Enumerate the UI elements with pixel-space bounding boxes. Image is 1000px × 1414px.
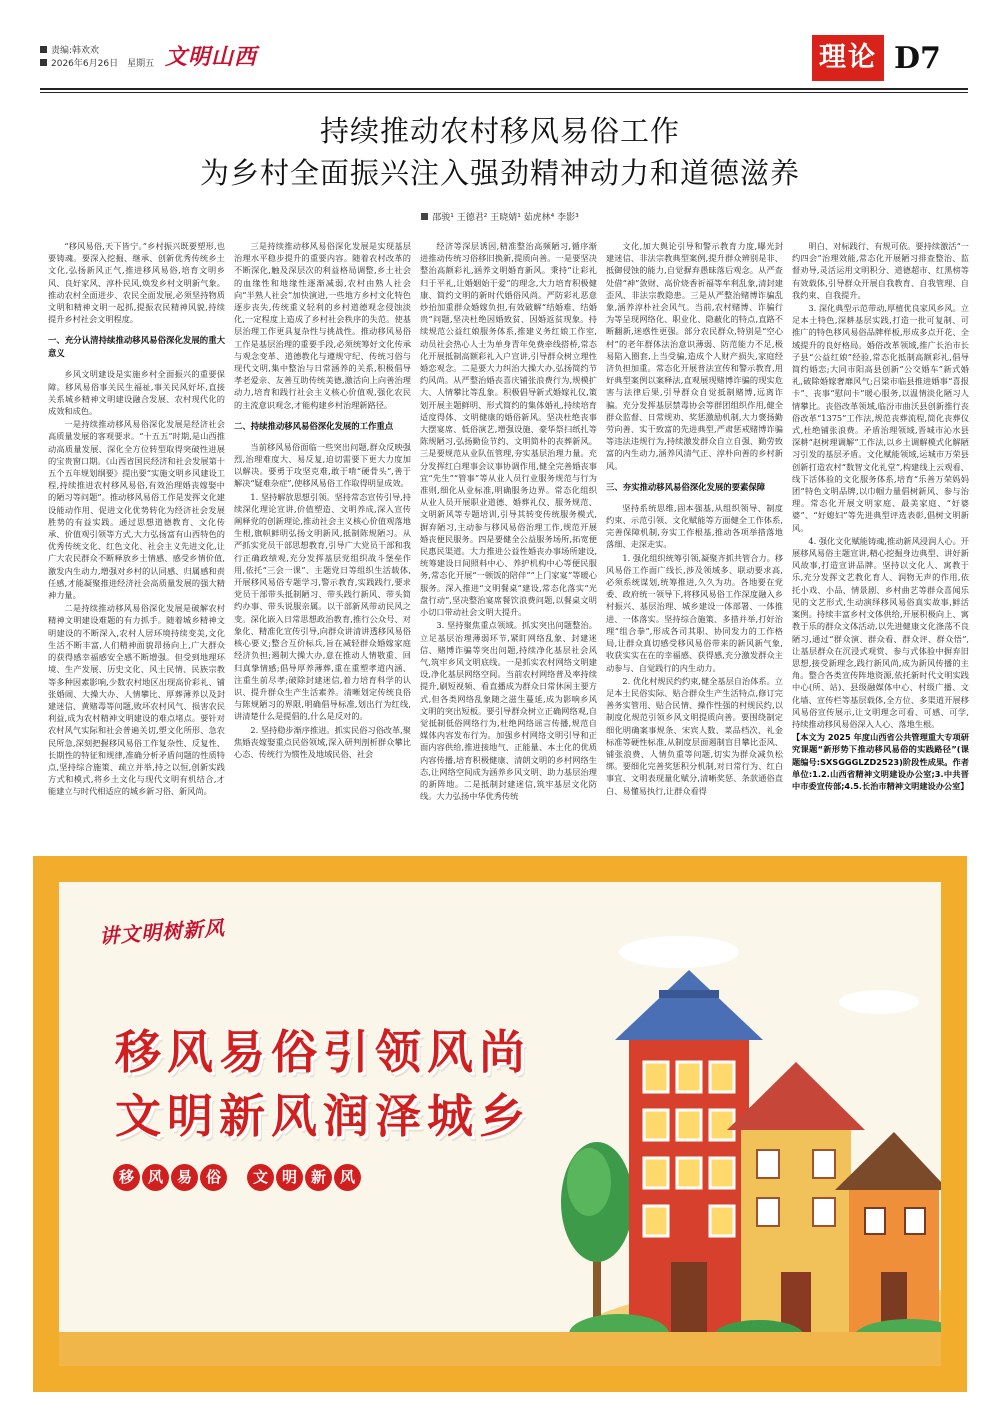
bullet-square-icon — [40, 59, 47, 66]
section-block — [812, 35, 941, 81]
paragraph: 3. 深化典型示范带动,厚植优良家风乡风。立足本土特色,深耕基层实践,打造一批可复制、可推广的特色移风易俗品牌样板,形成多点开花、全域提升的良好格局。婚俗改革领域,推广长治市长子县“公益红娘”经验,常态化抵制高额彩礼,倡导简约婚恋;大同市阳高县创新“公交婚车”新式婚礼,破除婚嫁奢靡风气;吕梁市临县推进婚事“喜报卡”、丧事“慰问卡”暖心服务,以温情淡化陋习人情攀比。丧俗改革领域,临汾市曲沃县创新推行丧俗改革“1375”工作法,规范丧葬流程,简化丧葬仪式,杜绝铺张浪费。矛盾治理领域,晋城市沁水县深耕“赵树理调解”工作法,以乡土调解模式化解陋习引发的基层矛盾。文化赋能领域,运城市万荣县创新打造农村“数智文化礼堂”,构建线上云观看、线下活体验的文化服务体系,培育“乐善万荣妈妈团”特色文明品牌,以巾帼力量倡树新风、参与治理。常态化开展文明家庭、最美家庭、“好婆婆”、“好媳妇”等先进典型评选表彰,倡树文明新风。 — [792, 303, 969, 533]
masthead-rule-thin — [40, 92, 968, 93]
masthead-rule — [40, 88, 968, 90]
byline — [0, 210, 1000, 223]
article-column-5 — [792, 240, 969, 860]
paragraph: 4. 强化文化赋能铸魂,推动新风浸润人心。开展移风易俗主题宣讲,精心挖掘身边典型、讲好新风故事,打造宣讲品牌。坚持以文化人、寓教于乐,充分发挥文艺教化育人、润物无声的作用,依托小戏、小品、情景剧、乡村曲艺等群众喜闻乐见的文艺形式,生动演绎移风易俗真实故事,鲜活案例。持续丰富乡村文体供给,开展积极向上、寓教于乐的群众文体活动,以先进健康文化涤荡不良陋习,通过“群众演、群众看、群众评、群众悟”,让基层群众在沉浸式观赏、参与式体验中摒弃旧思想,接受新理念,践行新风尚,成为新风传播的主角。整合各类宣传阵地资源,依托新时代文明实践中心(所、站)、县级融媒体中心、村级广播、文化墙、宣传栏等基层载体,全方位、多渠道开展移风易俗宣传展示,让文明理念可看、可感、可学,持续推动移风易俗深入人心、落地生根。 — [792, 535, 969, 729]
paragraph: 乡风文明建设是实施乡村全面振兴的重要保障。移风易俗事关民生福祉,事关民风好坏,直接关系城乡精神文明建设融合发展、农村现代化的成效和成色。 — [48, 369, 225, 417]
author-names: 邵骏¹ 王德君² 王晓婧¹ 茹虎林⁴ 李影³ — [432, 213, 579, 223]
paragraph: 文化,加大舆论引导和警示教育力度,曝光封建迷信、非法宗教典型案例,提升群众辨别是非、抵御侵蚀的能力,自觉摒弃愚昧落后观念。从严查处借“神”敛财、高价烧香祈福等牟利乱象,清封建歪风、非法宗教隐患。三是从严整治赌博诈骗乱象,涵养淳朴社会风气。当前,农村赌博、诈骗行为等呈现网络化、职业化、隐蔽化的特点,直路不断翻新,迷惑性更强。部分农民群众,特别是“空心村”的老年群体法治意识薄弱、防范能力不足,极易陷入圈套,上当受骗,造成个人财产损失,家庭经济负担加重。常态化开展普法宣传和警示教育,用好典型案例以案释法,直观展现赌博诈骗的现实危害与法律后果,引导群众自觉抵制赌博,远离诈骗。充分发挥基层禁毒协会等群团组织作用,健全群众监督、日常规劝、奖惩激励机制,大力褒扬勤劳向善、实干致富的先进典型,严肃惩戒赌博诈骗等违法违规行为,持续激发群众自立自强、勤劳致富的内生动力,涵养风清气正、淳朴向善的乡村新风。 — [606, 241, 783, 471]
bullet-square-icon — [40, 46, 47, 53]
research-funding-note: 【本文为 2025 年度山西省公共管理重大专项研究课题“新形势下推动移风易俗的实践路径”(课题编号:SXSGGGLZD2523)阶段性成果。作者单位:1.2.山西省精神文明建设办公室;3.中共晋中市委宣传部;4.5.长治市精神文明建设办公室】 — [792, 732, 969, 791]
paragraph: 三是持续推动移风易俗深化发展是实现基层治理水平稳步提升的重要内容。随着农村改革的不断深化,触及深层次的利益格局调整,乡土社会的血缘性和地缘性逐渐减弱,农村由熟人社会向“半熟人社会”加快演进,一些地方乡村文化特色逐步丧失,传统重义轻利的乡村道德观念侵蚀淡化,一定程度上造成了乡村社会秩序的失范。使基层治理工作更具复杂性与挑战性。推动移风易俗工作是基层治理的重要手段,必须统筹好文化传承与观念变革、道德教化与遵规守纪、传统习俗与现代文明,集中整治与日常涵养的关系,积极倡导孝老爱亲、友善互助传统美德,激活向上向善治理动力,培育和践行社会主义核心价值观,强化农民的主流意识观念,才能构建乡村治理新路径。 — [234, 241, 411, 410]
slogan-char: 易 — [171, 1164, 198, 1191]
cloud-decoration — [619, 936, 739, 968]
article-column-2 — [234, 240, 411, 860]
poster-tag-calligraphy: 讲文明树新风 — [98, 915, 226, 949]
poster-canvas — [59, 882, 941, 1366]
section-heading-3: 三、夯实推动移风易俗深化发展的要素保障 — [606, 481, 766, 492]
ground-strip — [59, 1332, 941, 1366]
public-service-poster — [33, 856, 967, 1392]
paragraph: “移风易俗,天下皆宁。”乡村振兴既要塑形,也要铸魂。要深入挖掘、继承、创新优秀传统乡土文化,弘扬新风正气,推进移风易俗,培育文明乡风、良好家风、淳朴民风,焕发乡村文明新气象。推动农村全面进步、农民全面发展,必须坚持物质文明和精神文明一起抓,提振农民精神风貌,持续提升乡村社会文明程度。 — [48, 241, 225, 325]
slogan-pills — [113, 1164, 361, 1191]
paper-name-logo: 文明山西 — [165, 44, 258, 70]
headline-line-2: 为乡村全面振兴注入强劲精神动力和道德滋养 — [199, 156, 800, 190]
headline-line-1: 持续推动农村移风易俗工作 — [319, 114, 680, 148]
paragraph: 2. 优化村规民约约束,健全基层自治体系。立足本土民俗实际、贴合群众生产生活特点,修订完善务实管用、贴合民情、操作性强的村规民约,以制度化规范引领乡风文明提质向善。要围绕制定细化明确案事规条、宋宾人数、菜品档次、礼金标准等硬性标准,从制度层面遏制盲目攀比歪风、铺张浪费、人情负重等问题,切实为群众减负松绑。要细化完善奖惩积分机制,对日常行为、红白事宜、文明表现量化赋分,清晰奖惩、条款通俗直白、易懂易执行,让群众看得 — [606, 675, 783, 796]
red-building-icon — [615, 970, 763, 1332]
slogan-char: 新 — [305, 1164, 332, 1191]
cloud-decoration — [839, 990, 919, 1014]
slogan-char: 文 — [247, 1164, 274, 1191]
paragraph: 2. 坚持稳步渐序推进。抓实民俗习俗改革,聚焦婚丧嫁娶重点民俗领域,深入研判剖析群众攀比心态、传统行为惯性及地域民俗、社会 — [234, 724, 411, 759]
paragraph: 1. 坚持解放思想引领。坚持常态宣传引导,持续深化理论宣讲,价值塑造、文明养成,深入宣传阐释党的创新理论,推动社会主义核心价值观落地生根,旗帜鲜明弘扬文明新风,抵制陈规陋习。从严抓实党员干部思想教育,引导广大党员干部和我行正确政绩观,充分发挥基层党组织战斗堡垒作用,依托“三会一课”、主题党日等组织生活载体,开展移风易俗专题学习,警示教育,实践践行,要求党员干部带头抵制陋习、带头践行新风、带头简约办事、带头说服亲属。以干部新风带动民风之变。深化嵌入日常思想政治教育,推行公众号、对象化、精准化宣传引导,向群众讲清讲透移风易俗核心要义;整合互价标兵,旨在减轻群众婚嫁家庭经济负担;遏制大操大办,意在推动人情敬重、回归真挚情感;倡导厚养薄葬,重在重塑孝道内涵、注重生前尽孝;破除封建迷信,着力培育科学的认识、提升群众生产生活素养。清晰划定传统良俗与陈规陋习的界限,明确倡导标准,划出行为红线,讲清楚什么是提倡的,什么是反对的。 — [234, 491, 411, 722]
paragraph: 1. 强化组织统筹引领,凝聚齐抓共管合力。移风易俗工作面广线长,涉及领域多、联动要求高,必须系统谋划,统筹推进,久久为功。各地要在党委、政府统一领导下,将移风易俗工作深度融入乡村振兴、基层治理、城乡建设一体部署、一体推进、一体落实。坚持综合施策、多措并举,打好治理“组合拳”,形成各司其职、协同发力的工作格局,让群众真切感受移风易俗带来的新风新气象,收获实实在在的幸福感、获得感,充分激发群众主动参与、自觉践行的内生动力。 — [606, 552, 783, 673]
section-heading-1: 一、充分认清持续推动移风易俗深化发展的重大意义 — [48, 335, 225, 359]
slogan-char: 风 — [142, 1164, 169, 1191]
page-number: D7 — [894, 40, 941, 76]
paragraph: 一是持续推动移风易俗深化发展是经济社会高质量发展的客观要求。“十五五”时期,是山西推动高质量发展、深化全方位转型取得突破性进展的宝贵窗口期。《山西省国民经济和社会发展第十五个五年规划纲要》提出要“实施文明乡风建设工程,持续推进农村移风易俗,有效治理婚丧嫁娶中的陋习等问题”。推动移风易俗工作是发挥文化建设能动作用、促进文化优势转化为经济社会发展胜势的有益实践。通过思想道德教育、文化传承、价值观引领等方式,大力弘扬富有山西特色的优秀传统文化、红色文化、社会主义先进文化,让广大农民群众不断释放乡土情感、感受乡情价值,激发内生动力,增强对乡村的认同感、归属感和责任感,才能凝聚推进经济社会高质量发展的强大精神力量。 — [48, 419, 225, 601]
article-column-3 — [420, 240, 597, 860]
masthead — [0, 0, 1000, 95]
slogan-char: 俗 — [200, 1164, 227, 1191]
paragraph: 当前移风易俗面临一些突出问题,群众反映强烈,治理难度大、易反复,迫切需要下更大力度加以解决。要勇于攻坚克难,敢于啃“硬骨头”,善于解决“疑难杂症”,使移风易俗工作取得明显成效。 — [234, 441, 411, 489]
issue-date: 2026年6月26日 星期五 — [51, 59, 155, 69]
slogan-char: 移 — [113, 1164, 140, 1191]
paragraph: 坚持系统思维,固本强基,从组织领导、制度约束、示范引领、文化赋能等方面健全工作体系,完善保障机制,夯实工作根基,推动各项举措落地落细、走深走实。 — [606, 502, 783, 550]
paragraph: 二是持续推动移风易俗深化发展是破解农村精神文明建设难题的有力抓手。随着城乡精神文明建设的不断深入,农村人居环境持续变美,文化生活不断丰富,人们精神面貌昂扬向上,广大群众的获得感幸福感安全感不断增强。但受到地理环境、生产发展、历史文化、风土民情、民族宗教等多种因素影响,少数农村地区出现高价彩礼、铺张婚闹、大操大办、人情攀比、厚葬薄养以及封建迷信、黄赌毒等问题,败坏农村风气、损害农民利益,成为农村精神文明建设的难点堵点。要针对农村风气实际和社会普遍关切,塑文化所形、急农民所急,深刻把握移风易俗工作复杂性、反复性、长期性的特征和规律,准确分析矛盾问题的性质特点,坚持综合施策、疏立并举,持之以恒,创新实践方式和模式,将乡土文化与现代文明有机结合,才能建立与时代相适应的城乡新习俗、新风尚。 — [48, 603, 225, 797]
article-column-4 — [606, 240, 783, 860]
poster-title — [115, 1020, 531, 1148]
section-heading-2: 二、持续推动移风易俗深化发展的工作重点 — [234, 420, 394, 431]
slogan-pill-2 — [247, 1164, 361, 1191]
paragraph: 3. 坚持聚焦重点领域。抓实突出问题整治。立足基层治理薄弱环节,紧盯网络乱象、封建迷信、赌博诈骗等突出问题,持续净化基层社会风气,筑牢乡风文明底线。一是抓实农村网络文明建设,净化基层网络空间。当前农村网络普及率持续提升,刷短视频、看直播成为群众日常休闲主要方式,但各类网络乱象随之滋生蔓延,成为影响乡风文明的突出短板。要引导群众树立正确网络观,自觉抵制低俗网络行为,杜绝网络谣言传播,规范自媒体内容发布行为。加强乡村网络文明引导和正面内容供给,推进接地气、正能量、本土化的优质内容传播,培育积极健康、清朗文明的乡村网络生态,让网络空间成为涵养乡风文明、助力基层治理的新阵地。二是抵制封建迷信,筑牢基层文化防线。大力弘扬中华优秀传统 — [420, 620, 597, 802]
poster-title-line-1: 移风易俗引领风尚 — [115, 1025, 531, 1079]
section-name: 理论 — [812, 35, 884, 81]
bullet-square-icon — [421, 213, 428, 220]
slogan-char: 明 — [276, 1164, 303, 1191]
article-body — [48, 240, 968, 860]
slogan-char: 风 — [334, 1164, 361, 1191]
editor-name: 责编:韩欢欢 — [51, 46, 100, 56]
poster-title-line-2: 文明新风润泽城乡 — [115, 1089, 531, 1143]
headline — [0, 110, 1000, 194]
date-line — [40, 56, 154, 69]
editor-line — [40, 43, 99, 56]
paragraph: 经济等深层诱因,精准整治高频陋习,循序渐进推动传统习俗移旧换新,提质向善。一是要坚决整治高额彩礼,涵养文明婚育新风。秉持“让彩礼归于平礼,让婚姻始于爱”的理念,大力培育积极健康、简约文明的新时代婚俗风尚。严防彩礼恶意炒抬加重群众婚嫁负担,有效破解“结婚难、结婚贵”问题,坚决杜绝因婚致贫、因婚返贫现象。持续规范公益红娘服务体系,推建义务红娘工作室,动员社会热心人士为单身青年免费牵线搭桥,常态化开展抵制高额彩礼入户宣讲,引导群众树立理性婚恋观念。二是要大力纠治大操大办,弘扬简约节约风尚。从严整治婚丧喜庆铺张浪费行为,规模扩大、人情攀比等乱象。积极倡导新式婚嫁礼仪,策划开展主题鲜明、形式简约的集体婚礼,持续培育适度得体、文明健康的婚俗新风。坚决杜绝丧事大摆宴席、低俗演艺,增强设施、豪华祭扫纸扎等陈规陋习,弘扬勤俭节约、文明简朴的丧葬新风。三是要规范从业队伍管理,夯实基层治理力量。充分发挥红白理事会议事协调作用,健全完善婚丧事宜“先生”“管事”等从业人员行业服务规范与行为准则,细化从业标准,明确服务边界。常态化组织从业人员开展职业道德、婚葬礼仪、服务规范、文明新风等专题培训,引导其转变传统服务模式,摒弃陋习,主动参与移风易俗治理工作,规范开展婚丧便民服务。四是要健全公益服务场所,拓宽便民惠民渠道。大力推进公益性婚丧办事场所建设,统筹建设日间照料中心、养护机构中心等便民服务,常态化开展“一顿饭的陪伴”“上门家宴”等暖心服务。深入推进“文明餐桌”建设,常态化落实“光盘行动”,坚决整治宴席餐饮浪费问题,以餐桌文明小切口带动社会文明大提升。 — [420, 241, 597, 618]
paragraph: 明白、对标践行、有规可依。要持续激活“一约四会”治理效能,常态化开展陋习排查整治、监督劝导,灵活运用文明积分、道德超市、红黑榜等有效载体,引导群众开展自我教育、自我管理、自我约束、自我提升。 — [792, 241, 969, 300]
slogan-pill-1 — [113, 1164, 227, 1191]
article-column-1 — [48, 240, 225, 860]
tree-icon — [561, 1142, 633, 1332]
